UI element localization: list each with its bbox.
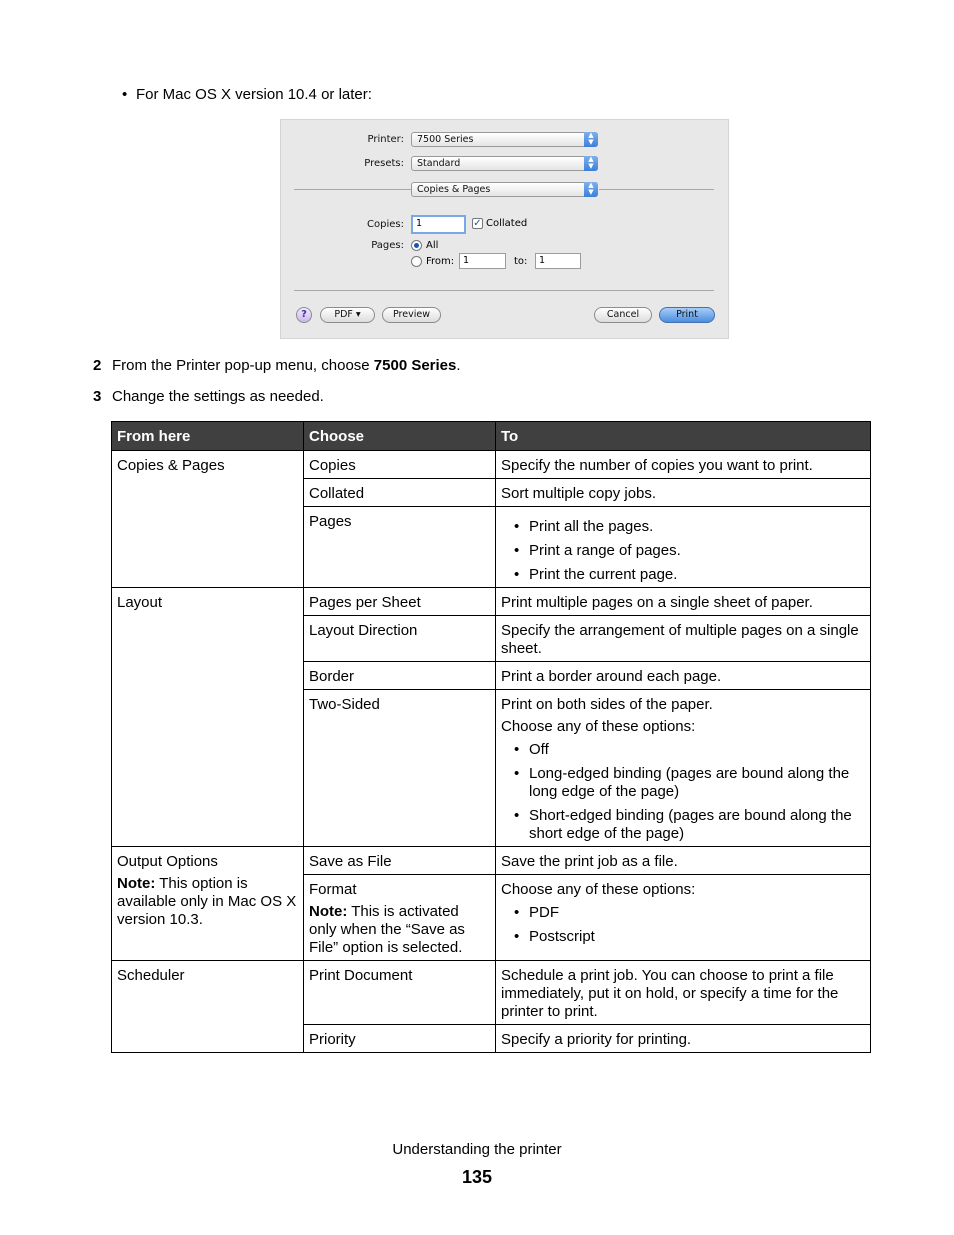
from-layout: Layout [112,588,304,847]
print-button[interactable]: Print [659,307,715,323]
copies-label: Copies: [367,219,404,230]
to-collated: Sort multiple copy jobs. [496,479,871,507]
choose-copies: Copies [304,451,496,479]
choose-two-sided: Two-Sided [304,690,496,847]
print-dialog-screenshot [280,119,729,339]
settings-table [111,421,871,1053]
choose-pages: Pages [304,507,496,588]
step-text: From the Printer pop-up menu, choose [112,357,374,374]
to-format [496,875,871,961]
list-item: • Print the current page. [501,566,865,584]
note-label: Note: [309,903,348,920]
step-number: 3 [93,388,102,405]
format-intro: Choose any of these options: [501,881,696,898]
copies-input[interactable]: 1 [411,215,466,234]
choose-format [304,875,496,961]
printer-popup[interactable] [411,132,598,147]
intro-bullet-text: For Mac OS X version 10.4 or later: [136,86,372,103]
two-sided-line-2: Choose any of these options: [501,718,696,735]
choose-priority: Priority [304,1025,496,1053]
step-number: 2 [93,357,102,374]
to-priority: Specify a priority for printing. [496,1025,871,1053]
note-text: This is activated only when the “Save as File” option is selected. [309,903,465,956]
list-item: • Short-edged binding (pages are bound along the short edge of the page) [501,807,865,843]
to-layout-direction: Specify the arrangement of multiple pages on a single sheet. [496,616,871,662]
cancel-button[interactable]: Cancel [594,307,652,323]
choose-save-as-file: Save as File [304,847,496,875]
step-bold-text: 7500 Series [373,357,457,374]
pages-all-radio[interactable] [411,240,422,251]
header-choose: Choose [304,422,496,451]
popup-arrows-icon: ▲ ▼ [584,132,598,147]
list-item: • PDF [501,904,865,922]
step-2 [93,357,461,374]
collated-checkbox[interactable]: ✓ [473,218,482,229]
pages-all-label: All [426,240,439,251]
format-note [309,903,490,957]
format-bullet-list [501,904,865,946]
step-text-end: . [456,357,461,374]
table-row [112,847,871,875]
to-border: Print a border around each page. [496,662,871,690]
table-row [112,588,871,616]
choose-layout-direction: Layout Direction [304,616,496,662]
header-from-here: From here [112,422,304,451]
popup-arrows-icon: ▲ ▼ [584,156,598,171]
to-print-document: Schedule a print job. You can choose to print a file immediately, put it on hold, or specify a time for the printer to print. [496,961,871,1025]
from-scheduler: Scheduler [112,961,304,1053]
to-save-as-file: Save the print job as a file. [496,847,871,875]
to-two-sided [496,690,871,847]
note-text: This option is available only in Mac OS X version 10.3. [117,875,297,928]
presets-label: Presets: [364,158,404,169]
format-label: Format [309,881,357,898]
preview-button[interactable]: Preview [382,307,441,323]
pages-from-label: From: [426,256,455,267]
note-label: Note: [117,875,156,892]
output-options-label: Output Options [117,853,218,870]
separator-right [599,189,714,190]
pages-bullet-list [501,518,865,584]
list-item: • Print all the pages. [501,518,865,536]
output-options-note [117,875,298,929]
pages-label: Pages: [371,240,404,251]
popup-arrows-icon: ▲ ▼ [584,182,598,197]
step-3 [93,388,324,405]
choose-pages-per-sheet: Pages per Sheet [304,588,496,616]
collated-label: Collated [486,218,528,229]
pages-to-label: to: [514,256,528,267]
from-copies-pages: Copies & Pages [112,451,304,588]
header-to: To [496,422,871,451]
two-sided-bullet-list [501,741,865,843]
choose-border: Border [304,662,496,690]
separator-left [294,189,411,190]
printer-label: Printer: [367,134,404,145]
table-row [112,451,871,479]
list-item: • Long-edged binding (pages are bound along the long edge of the page) [501,765,865,801]
pages-from-radio[interactable] [411,256,422,267]
intro-bullet: • For Mac OS X version 10.4 or later: [122,86,372,103]
to-pages-per-sheet: Print multiple pages on a single sheet of paper. [496,588,871,616]
list-item: • Postscript [501,928,865,946]
panel-popup[interactable] [411,182,598,197]
footer-chapter-title: Understanding the printer [392,1141,562,1158]
to-copies: Specify the number of copies you want to print. [496,451,871,479]
list-item: • Print a range of pages. [501,542,865,560]
to-page-input[interactable]: 1 [535,253,581,269]
two-sided-line-1: Print on both sides of the paper. [501,696,713,713]
presets-popup-value: Standard [417,158,461,169]
list-item: • Off [501,741,865,759]
from-output-options [112,847,304,961]
to-pages [496,507,871,588]
panel-popup-value: Copies & Pages [417,184,491,195]
help-button[interactable]: ? [296,307,312,323]
table-row [112,961,871,1025]
page-number: 135 [461,1167,493,1187]
from-page-input[interactable]: 1 [459,253,506,269]
table-header-row [112,422,871,451]
choose-print-document: Print Document [304,961,496,1025]
presets-popup[interactable] [411,156,598,171]
step-text: Change the settings as needed. [112,388,324,405]
printer-popup-value: 7500 Series [417,134,474,145]
pdf-button[interactable]: PDF ▾ [320,307,375,323]
choose-collated: Collated [304,479,496,507]
separator-bottom [294,290,714,291]
